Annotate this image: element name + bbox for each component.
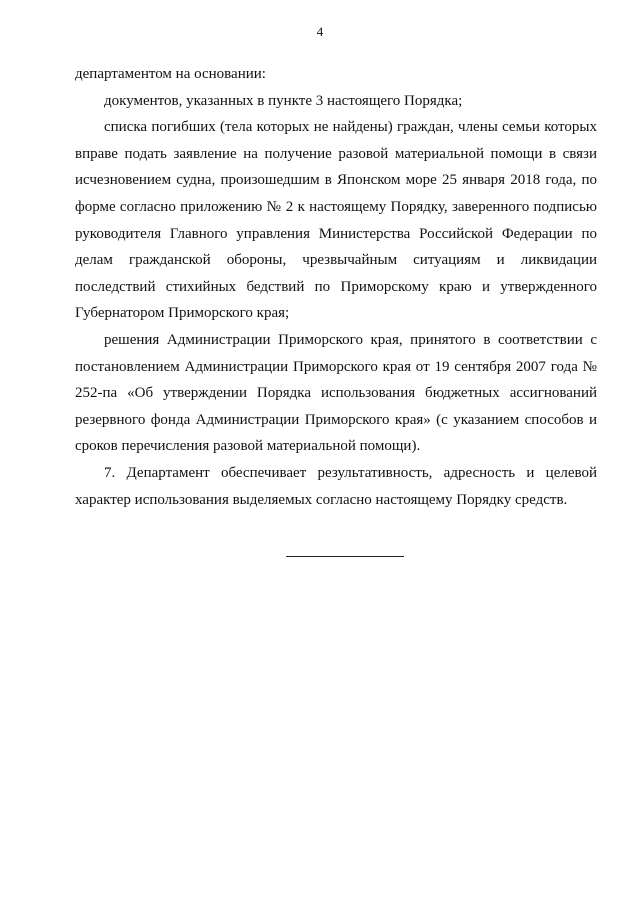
paragraph-item-7: 7. Департамент обеспечивает результативность, адресность и целевой характер использования выделяемых согласно настоящему Порядку средств. — [75, 464, 597, 508]
paragraph-continuation: департаментом на основании: — [75, 66, 266, 82]
end-divider — [286, 556, 404, 557]
paragraph-victims-list: списка погибших (тела которых не найдены) граждан, члены семьи которых вправе подать заявление на получение разовой материальной помощи в связи исчезновением судна, произошедшим в Японском море 25 января 2018 года, по форме согласно приложению № 2 к настоящему Порядку, заверенного подписью руководителя Главного управления Министерства Российской Федерации по делам гражданской обороны, чрезвычайным ситуациям и ликвидации последствий стихийных бедствий по Приморскому краю и утвержденного Губернатором Приморского края; — [75, 119, 597, 322]
document-body — [75, 61, 597, 513]
page-number: 4 — [316, 24, 324, 39]
paragraph-documents: документов, указанных в пункте 3 настоящего Порядка; — [104, 92, 463, 109]
paragraph-administration-decision: решения Администрации Приморского края, принятого в соответствии с постановлением Администрации Приморского края от 19 сентября 2007 года № 252-па «Об утверждении Порядка использования бюджетных ассигнований резервного фонда Администрации Приморского края» (с указанием способов и сроков перечисления разовой материальной помощи). — [75, 331, 597, 455]
